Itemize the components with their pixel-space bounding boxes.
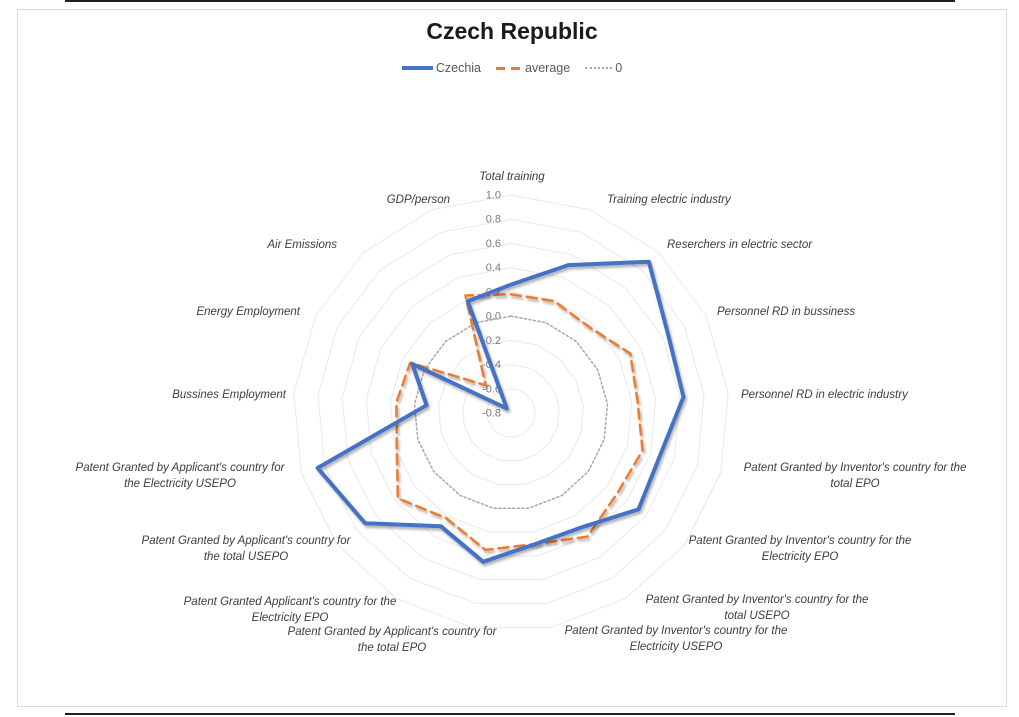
axis-label-13: Bussines Employment xyxy=(172,389,286,401)
axis-label-3: Personnel RD in bussiness xyxy=(717,306,856,318)
radial-tick-label: -0.8 xyxy=(482,407,501,420)
axis-label-1: Training electric industry xyxy=(607,194,731,206)
radial-tick-label: -0.2 xyxy=(482,334,501,347)
axis-label-7: Patent Granted by Inventor's country for the xyxy=(645,594,869,606)
axis-label-15: Air Emissions xyxy=(267,239,337,251)
radial-tick-label: 0.6 xyxy=(485,237,501,250)
grid-ring xyxy=(463,365,559,461)
axis-label-10: Electricity EPO xyxy=(251,612,329,624)
grid-ring xyxy=(294,195,728,627)
legend-label-czechia: Czechia xyxy=(435,61,482,75)
axis-label-0: Total training xyxy=(479,171,545,183)
axis-label-12: Patent Granted by Applicant's country for xyxy=(75,462,285,474)
grid-ring xyxy=(318,219,704,603)
axis-label-16: GDP/person xyxy=(386,194,450,206)
radial-tick-label: 0.8 xyxy=(485,213,501,226)
axis-label-14: Energy Employment xyxy=(196,306,300,318)
axis-label-7: total USEPO xyxy=(724,610,790,622)
grid-ring xyxy=(366,268,655,556)
legend-label-average: average xyxy=(525,61,571,75)
grid-ring xyxy=(390,292,631,532)
axis-label-9: the total EPO xyxy=(357,642,427,654)
radial-tick-label: -0.6 xyxy=(482,383,501,396)
axis-label-6: Patent Granted by Inventor's country for the xyxy=(688,535,912,547)
legend-label-zero: 0 xyxy=(615,61,623,75)
axis-label-8: Electricity USEPO xyxy=(629,641,723,653)
axis-label-5: total EPO xyxy=(830,478,880,490)
chart-title[interactable]: Czech Republic xyxy=(426,18,598,44)
axis-label-8: Patent Granted by Inventor's country for the xyxy=(564,625,788,637)
axis-label-4: Personnel RD in electric industry xyxy=(741,389,908,401)
grid-ring xyxy=(439,340,584,484)
radial-tick-label: 0.2 xyxy=(485,286,501,299)
series-line-0[interactable] xyxy=(415,316,608,508)
axis-label-10: Patent Granted Applicant's country for the xyxy=(183,596,397,608)
axis-label-9: Patent Granted by Applicant's country for xyxy=(287,626,497,638)
radial-tick-label: 0.4 xyxy=(485,262,501,275)
axis-label-12: the Electricity USEPO xyxy=(124,478,236,490)
radial-tick-label: -0.4 xyxy=(482,359,501,372)
axis-label-11: Patent Granted by Applicant's country for xyxy=(141,535,351,547)
axis-label-5: Patent Granted by Inventor's country for the xyxy=(743,462,967,474)
radial-tick-label: 1.0 xyxy=(485,189,501,202)
radial-tick-label: 0.0 xyxy=(485,310,501,323)
axis-label-11: the total USEPO xyxy=(203,551,289,563)
axis-label-2: Reserchers in electric sector xyxy=(667,239,813,251)
axis-label-6: Electricity EPO xyxy=(761,551,839,563)
